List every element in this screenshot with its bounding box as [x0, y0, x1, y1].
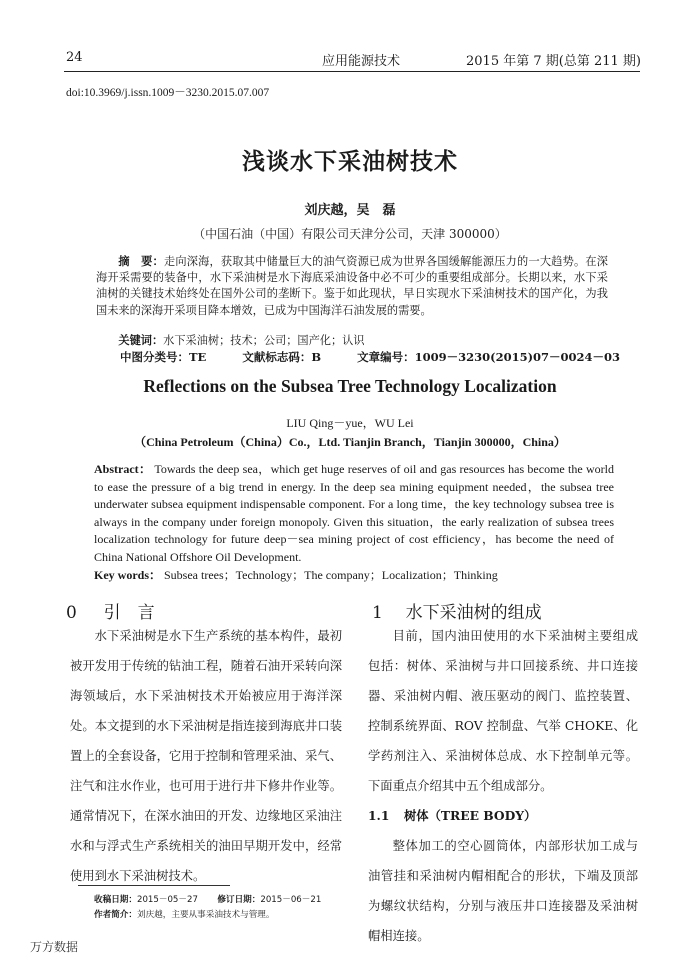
section-1-title: 水下采油树的组成 — [405, 603, 542, 623]
keywords-en-label: Key words： — [94, 568, 161, 582]
doi: doi:10.3969/j.issn.1009－3230.2015.07.007 — [66, 87, 270, 99]
section-1-number: 1 — [372, 603, 383, 623]
abstract-cn-text: 走向深海，获取其中储量巨大的油气资源已成为世界各国缓解能源压力的一大趋势。在深海开采需要的装备中，水下采油树是水下海底采油设备中必不可少的重要组成部分。长期以来，水下采油树的关键技术始终处在国外公司的垄断下。鉴于如此现状，早日实现水下采油树技术的国产化，为我国未来的深海开采项目降本增效，已成为中国海洋石油发展的需要。 — [96, 255, 608, 317]
section-1-body — [368, 621, 638, 951]
keywords-en — [94, 567, 614, 585]
revised-date: 2015－06－21 — [260, 895, 322, 905]
subsection-1-1-number: 1.1 — [368, 808, 390, 823]
authors-cn: 刘庆越，吴 磊 — [304, 203, 396, 218]
section-0-number: 0 — [66, 603, 77, 623]
author-intro: 刘庆越，主要从事采油技术与管理。 — [136, 910, 275, 920]
affiliation-cn: （中国石油（中国）有限公司天津分公司，天津 300000） — [193, 227, 507, 241]
journal-name: 应用能源技术 — [322, 54, 401, 69]
abstract-cn-label: 摘 要： — [118, 254, 164, 268]
affiliation-en: （China Petroleum（China）Co.，Ltd. Tianjin Branch，Tianjin 300000，China） — [134, 435, 566, 449]
received-date: 2015－05－27 — [136, 895, 198, 905]
watermark: 万方数据 — [30, 940, 79, 954]
footnote-author — [94, 908, 275, 922]
section-0-heading — [66, 598, 155, 623]
received-label: 收稿日期： — [94, 895, 137, 905]
revised-label: 修订日期： — [217, 895, 261, 905]
abstract-en — [94, 461, 614, 566]
author-intro-label: 作者简介： — [94, 910, 137, 920]
paper-title-cn: 浅谈水下采油树技术 — [242, 148, 458, 175]
article-label: 文章编号： — [357, 350, 415, 364]
subsection-1-1-paragraph: 整体加工的空心圆筒体，内部形状加工成与油管挂和采油树内帽相配合的形状，下端及顶部为螺纹状结构，分别与液压井口连接器及采油树帽相连接。 — [368, 839, 638, 943]
section-1-paragraph: 目前，国内油田使用的水下采油树主要组成包括：树体、采油树与井口回接系统、井口连接器、采油树内帽、液压驱动的阀门、监控装置、控制系统界面、ROV 控制盘、气举 CHOKE、化学药剂注入、采油树体总成、水下控制单元等。下面重点介绍其中五个组成部分。 — [368, 629, 638, 793]
section-0-paragraph: 水下采油树是水下生产系统的基本构件，最初被开发用于传统的钻油工程，随着石油开采转向深海领域后，水下采油树技术开始被应用于海洋深处。本文提到的水下采油树是指连接到海底井口装置上的全套设备，它用于控制和管理采油、采气、注气和注水作业，也可用于进行井下修井作业等。通常情况下，在深水油田的开发、边缘地区采油注水和与浮式生产系统相关的油田早期开发中，经常使用到水下采油树技术。 — [70, 629, 342, 883]
section-1-heading — [372, 598, 542, 623]
keywords-cn — [96, 332, 608, 349]
abstract-en-text: Towards the deep sea，which get huge reserves of oil and gas resources has become the world to ease the pressure of a big trend in energy. In the deep sea mining equipment needed，the subsea tree underwater subsea equipment indispensable component. For a long time，the key technology subsea tree is always in the company under foreign monopoly. Given this situation，the early realization of subsea trees localization technology for future deep－sea mining project of cost efficiency，has become the need of China National Offshore Oil Development. — [94, 462, 614, 564]
authors-en: LIU Qing－yue，WU Lei — [286, 416, 414, 430]
abstract-cn — [96, 253, 608, 319]
clc-value: TE — [189, 350, 207, 364]
abstract-en-label: Abstract： — [94, 462, 152, 476]
page-number: 24 — [66, 50, 83, 65]
article-value: 1009－3230(2015)07－0024－03 — [414, 350, 621, 364]
subsection-1-1-heading — [368, 801, 638, 831]
doc-label: 文献标志码： — [242, 350, 312, 364]
journal-issue: 2015 年第 7 期(总第 211 期) — [466, 54, 641, 69]
footnote-dates — [94, 893, 321, 907]
header-rule — [64, 71, 640, 72]
paper-title-en: Reflections on the Subsea Tree Technology Localization — [143, 376, 557, 396]
doc-value: B — [311, 350, 322, 364]
section-0-title: 引 言 — [103, 603, 155, 623]
clc-label: 中图分类号： — [120, 350, 189, 364]
classification-line — [120, 349, 620, 365]
keywords-cn-text: 水下采油树；技术；公司；国产化；认识 — [163, 334, 365, 347]
footnote-rule — [78, 885, 230, 886]
section-0-body — [70, 621, 342, 891]
keywords-cn-label: 关键词： — [118, 333, 164, 347]
subsection-1-1-title: 树体（TREE BODY） — [403, 808, 537, 823]
keywords-en-text: Subsea trees；Technology；The company；Localization；Thinking — [161, 568, 498, 582]
